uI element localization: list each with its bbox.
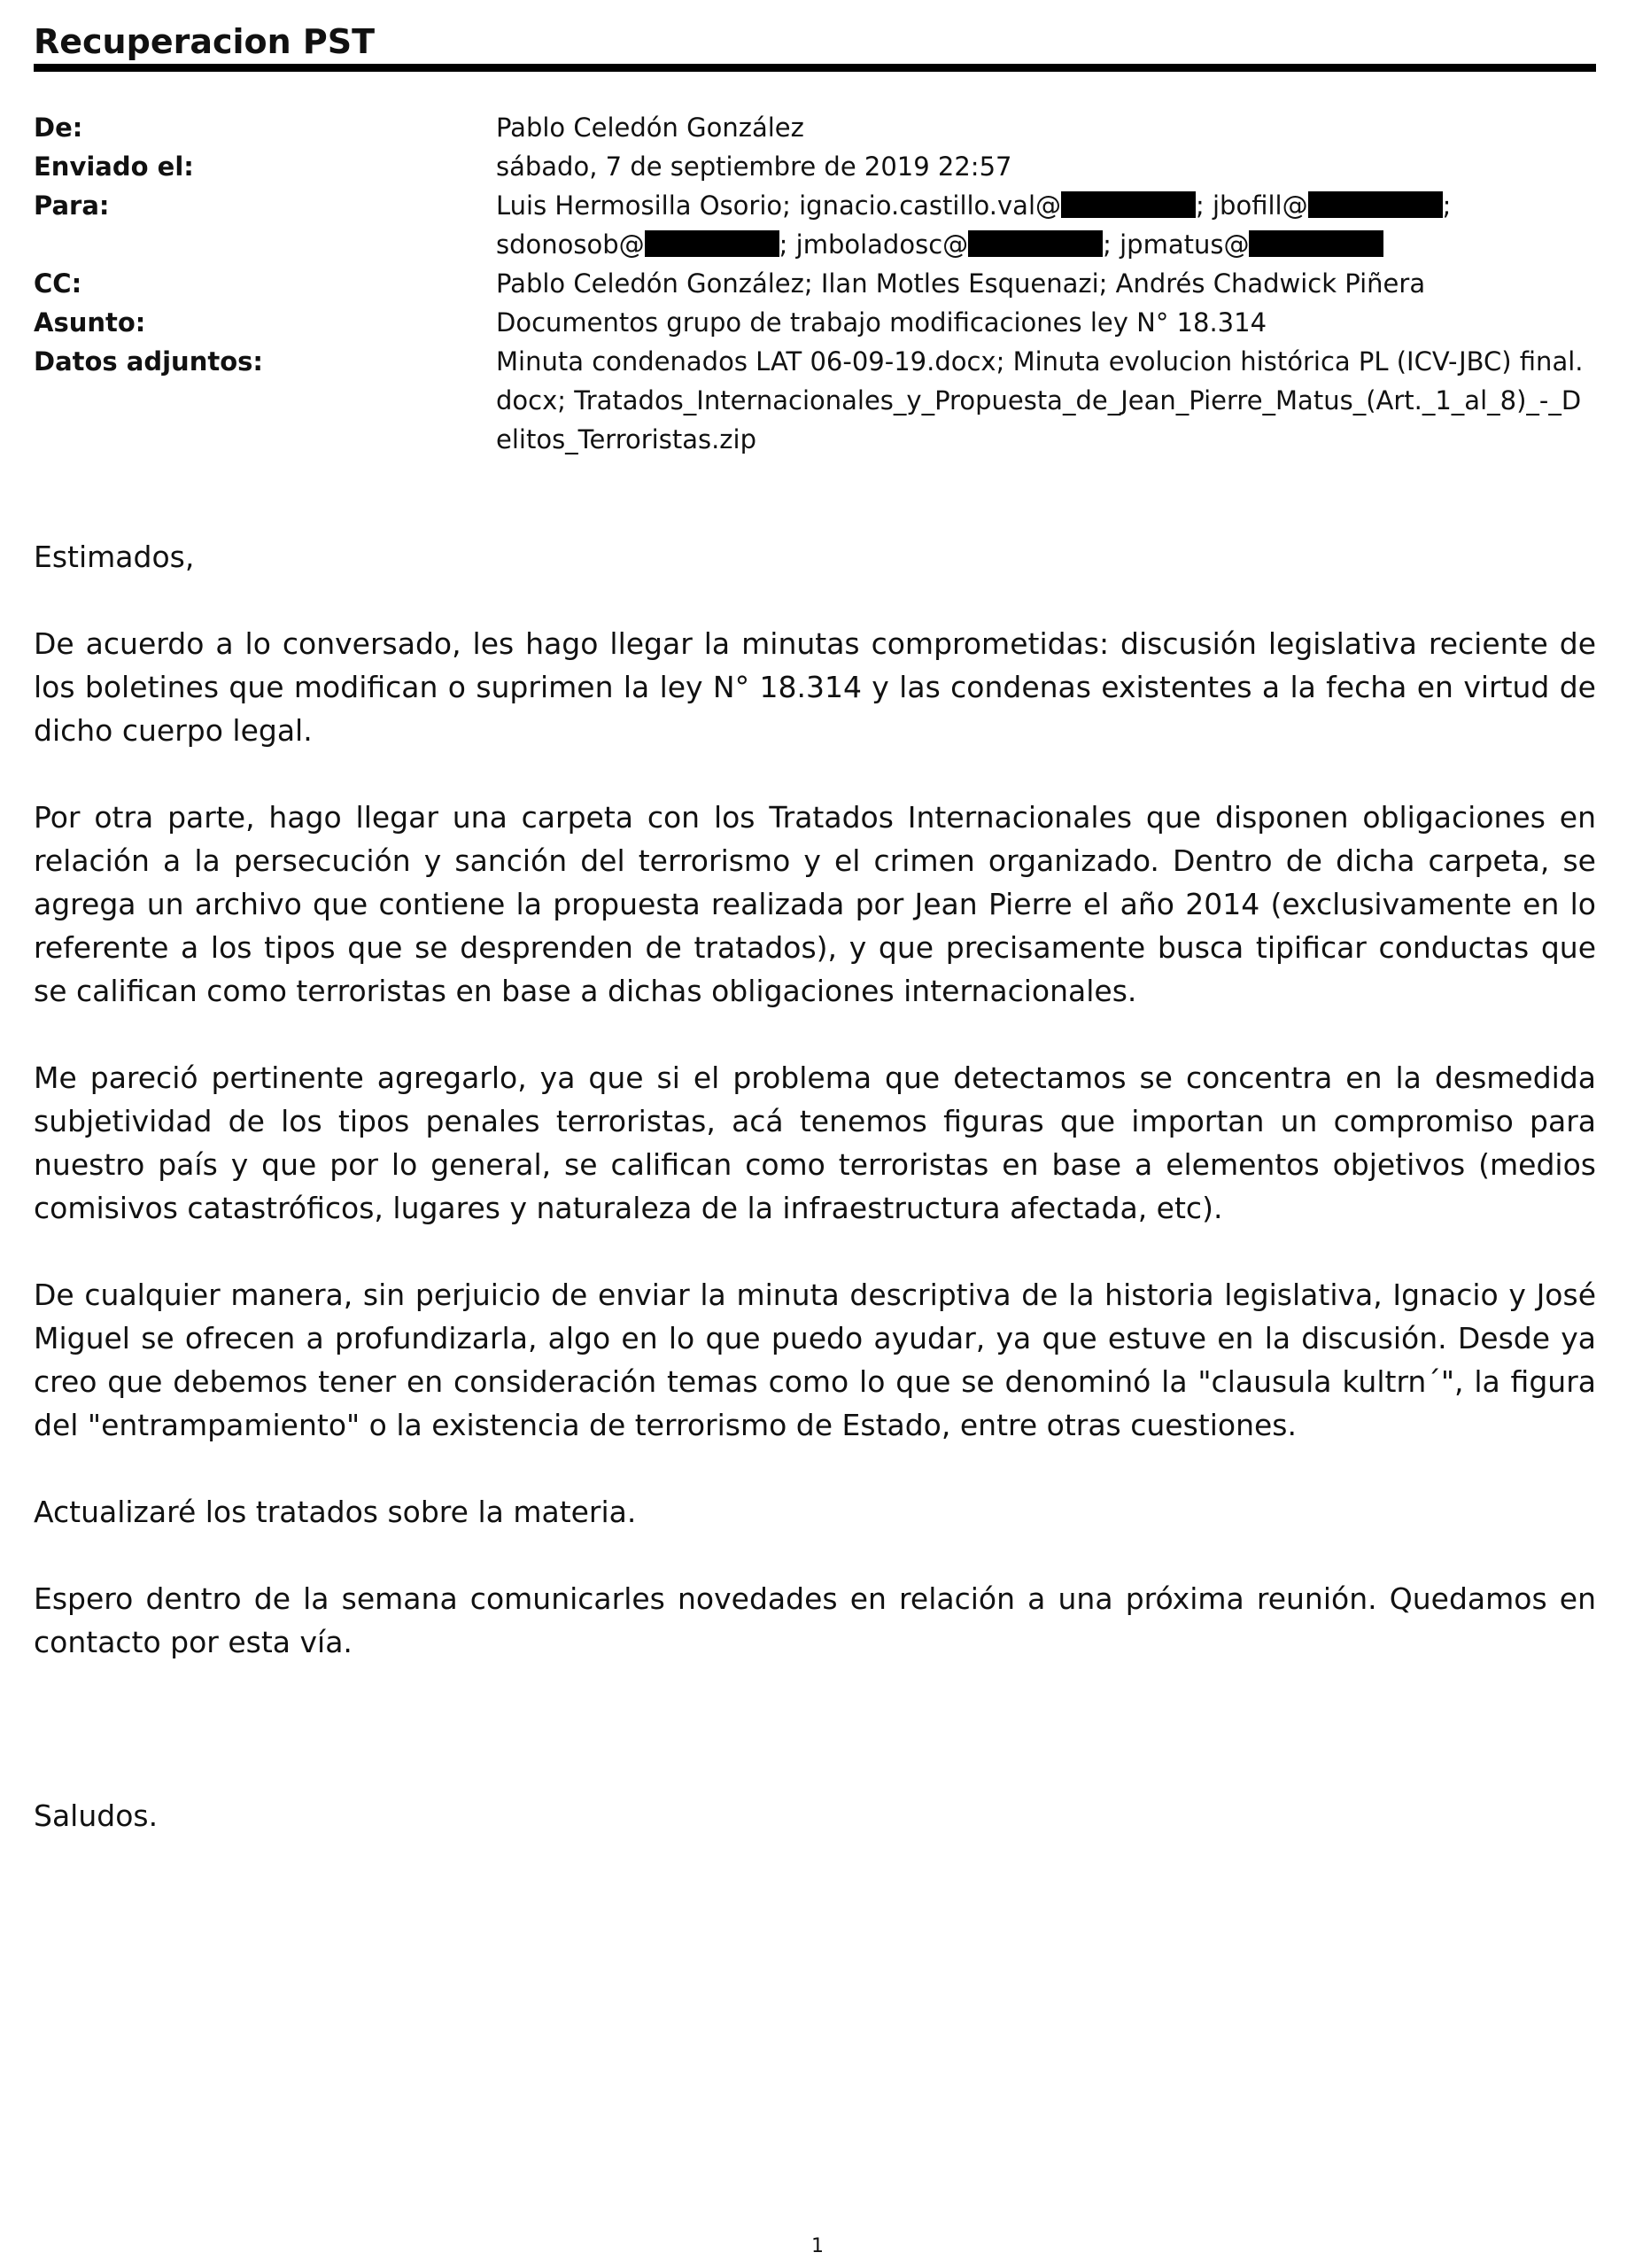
paragraph-4: De cualquier manera, sin perjuicio de enviar la minuta descriptiva de la historia legislativa, Ignacio y José Miguel se ofrecen a profundizarla, algo en lo que puedo ayudar, ya que estuve en la discusión. Desde ya creo que debemos tener en consideración temas como lo que se denominó la "clausula kultrn´", la figura del "entrampamiento" o la existencia de terrorismo de Estado, entre otras cuestiones.: [34, 1278, 1596, 1442]
email-header-block: [34, 108, 1596, 459]
header-row-attachments: [34, 342, 1596, 459]
to-recipients-part: ; jmboladosc@: [779, 229, 969, 260]
to-recipients-part: sdonosob@: [496, 229, 645, 260]
header-row-sent: [34, 147, 1596, 186]
attachments-label: Datos adjuntos:: [34, 346, 263, 377]
header-row-to: [34, 186, 1596, 264]
redaction-box: [1308, 191, 1443, 218]
paragraph-3: Me pareció pertinente agregarlo, ya que si el problema que detectamos se concentra en la desmedida subjetividad de los tipos penales terroristas, acá tenemos figuras que importan un compromiso para nuestro país y que por lo general, se califican como terroristas en base a elementos objetivos (medios comisivos catastróficos, lugares y naturaleza de la infraestructura afectada, etc).: [34, 1060, 1596, 1225]
paragraph-1: De acuerdo a lo conversado, les hago llegar la minutas comprometidas: discusión legislativa reciente de los boletines que modifican o suprimen la ley N° 18.314 y las condenas existentes a la fecha en virtud de dicho cuerpo legal.: [34, 626, 1596, 748]
paragraph-2: Por otra parte, hago llegar una carpeta con los Tratados Internacionales que disponen obligaciones en relación a la persecución y sanción del terrorismo y el crimen organizado. Dentro de dicha carpeta, se agrega un archivo que contiene la propuesta realizada por Jean Pierre el año 2014 (exclusivamente en lo referente a los tipos que se desprenden de tratados), y que precisamente busca tipificar conductas que se califican como terroristas en base a dichas obligaciones internacionales.: [34, 800, 1596, 1008]
subject-label: Asunto:: [34, 307, 146, 338]
redaction-box: [645, 230, 779, 257]
redaction-box: [968, 230, 1103, 257]
title-divider: [34, 64, 1596, 72]
cc-label: CC:: [34, 268, 82, 299]
from-label: De:: [34, 113, 83, 143]
to-recipients-part: ;: [1442, 190, 1452, 221]
redaction-box: [1061, 191, 1196, 218]
redaction-box: [1249, 230, 1383, 257]
sent-label: Enviado el:: [34, 151, 194, 182]
paragraph-6: Espero dentro de la semana comunicarles novedades en relación a una próxima reunión. Quedamos en contacto por esta vía.: [34, 1581, 1596, 1659]
document-title: Recuperacion PST: [34, 22, 376, 61]
cc-value: Pablo Celedón González; Ilan Motles Esquenazi; Andrés Chadwick Piñera: [496, 268, 1426, 299]
to-label: Para:: [34, 190, 110, 221]
header-row-from: [34, 108, 1596, 147]
to-recipients-part: ; jbofill@: [1196, 190, 1308, 221]
attachments-value: Minuta condenados LAT 06-09-19.docx; Minuta evolucion histórica PL (ICV-JBC) final.docx; Tratados_Internacionales_y_Propuesta_de_Jean_Pierre_Matus_(Art._1_al_8)_-_Delitos_Terroristas.zip: [496, 346, 1584, 454]
greeting: Estimados,: [34, 540, 195, 574]
sent-value: sábado, 7 de septiembre de 2019 22:57: [496, 151, 1012, 182]
closing: Saludos.: [34, 1798, 159, 1833]
from-value: Pablo Celedón González: [496, 113, 804, 143]
page-number: 1: [811, 2235, 824, 2257]
header-row-cc: [34, 264, 1596, 303]
subject-value: Documentos grupo de trabajo modificaciones ley N° 18.314: [496, 307, 1267, 338]
to-value: [496, 186, 1596, 264]
to-recipients-part: ; jpmatus@: [1103, 229, 1250, 260]
to-recipients-part: Luis Hermosilla Osorio; ignacio.castillo.val@: [496, 190, 1061, 221]
paragraph-5: Actualizaré los tratados sobre la materia.: [34, 1495, 637, 1529]
header-row-subject: [34, 303, 1596, 342]
email-body: [34, 535, 1596, 1881]
